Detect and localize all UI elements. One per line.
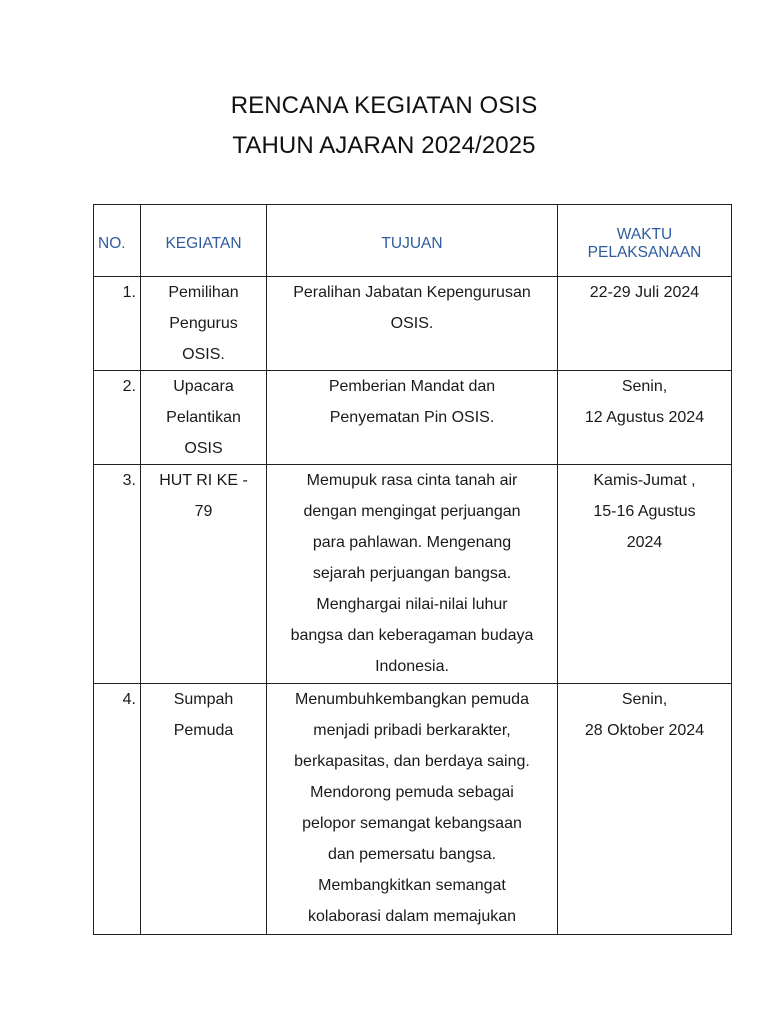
table-row <box>94 684 732 935</box>
row-kegiatan <box>141 465 267 684</box>
row-waktu-line: 12 Agustus 2024 <box>584 409 705 426</box>
table-body <box>94 277 732 935</box>
row-kegiatan-line: OSIS. <box>182 346 225 363</box>
row-waktu <box>558 371 732 465</box>
row-tujuan-line: Penyematan Pin OSIS. <box>329 409 495 426</box>
row-tujuan-line: sejarah perjuangan bangsa. <box>312 565 512 582</box>
header-kegiatan: KEGIATAN <box>141 205 267 277</box>
row-tujuan <box>267 684 558 935</box>
row-kegiatan-line: Pemilihan <box>168 284 239 301</box>
row-number: 3. <box>94 465 141 684</box>
row-kegiatan <box>141 684 267 935</box>
row-tujuan-line: Menghargai nilai-nilai luhur <box>316 596 508 613</box>
row-tujuan-line: Mendorong pemuda sebagai <box>310 784 514 801</box>
row-waktu <box>558 465 732 684</box>
row-kegiatan-line: Pemuda <box>173 722 234 739</box>
row-tujuan-line: Indonesia. <box>375 658 449 675</box>
row-tujuan-line: dengan mengingat perjuangan <box>303 503 521 520</box>
row-tujuan-line: berkapasitas, dan berdaya saing. <box>294 753 530 770</box>
row-tujuan-line: Peralihan Jabatan Kepengurusan <box>293 284 531 301</box>
header-waktu <box>558 205 732 277</box>
table-header-row <box>94 205 732 277</box>
row-tujuan <box>267 277 558 371</box>
header-waktu-line: PELAKSANAAN <box>587 243 702 261</box>
row-tujuan-line: Memupuk rasa cinta tanah air <box>306 472 518 489</box>
title-line-1: RENCANA KEGIATAN OSIS <box>230 92 538 119</box>
row-kegiatan <box>141 371 267 465</box>
row-tujuan-line: para pahlawan. Mengenang <box>312 534 512 551</box>
row-tujuan <box>267 465 558 684</box>
row-waktu-line: 2024 <box>626 534 663 551</box>
row-waktu-line: 28 Oktober 2024 <box>584 722 705 739</box>
table-row <box>94 371 732 465</box>
row-kegiatan-line: OSIS <box>184 440 223 457</box>
table-row <box>94 465 732 684</box>
row-tujuan-line: bangsa dan keberagaman budaya <box>290 627 534 644</box>
row-waktu-line: Senin, <box>621 378 668 395</box>
row-tujuan-line: kolaborasi dalam memajukan <box>307 908 517 925</box>
row-kegiatan-line: 79 <box>194 503 213 520</box>
row-waktu-line: Senin, <box>621 691 668 708</box>
row-number: 4. <box>94 684 141 935</box>
row-waktu-line: Kamis-Jumat , <box>593 472 696 489</box>
row-kegiatan-line: Sumpah <box>173 691 234 708</box>
header-tujuan: TUJUAN <box>267 205 558 277</box>
row-kegiatan-line: Pengurus <box>169 315 238 332</box>
row-tujuan-line: menjadi pribadi berkarakter, <box>313 722 511 739</box>
header-no: NO. <box>94 205 141 277</box>
row-kegiatan-line: Upacara <box>173 378 234 395</box>
row-tujuan <box>267 371 558 465</box>
row-number: 1. <box>94 277 141 371</box>
row-waktu <box>558 684 732 935</box>
row-tujuan-line: OSIS. <box>390 315 434 332</box>
row-kegiatan-line: HUT RI KE - <box>159 472 248 489</box>
row-tujuan-line: Pemberian Mandat dan <box>328 378 496 395</box>
row-waktu <box>558 277 732 371</box>
activity-plan-table <box>93 204 732 935</box>
row-tujuan-line: pelopor semangat kebangsaan <box>302 815 522 832</box>
title-line-2: TAHUN AJARAN 2024/2025 <box>232 132 536 159</box>
table-row <box>94 277 732 371</box>
row-waktu-line: 22-29 Juli 2024 <box>589 284 700 301</box>
row-kegiatan-line: Pelantikan <box>166 409 241 426</box>
header-waktu-line: WAKTU <box>616 225 673 243</box>
document-title <box>0 86 768 166</box>
row-kegiatan <box>141 277 267 371</box>
row-number: 2. <box>94 371 141 465</box>
row-tujuan-line: Membangkitkan semangat <box>318 877 506 894</box>
row-tujuan-line: Menumbuhkembangkan pemuda <box>295 691 529 708</box>
row-tujuan-line: dan pemersatu bangsa. <box>327 846 497 863</box>
row-waktu-line: 15-16 Agustus <box>593 503 696 520</box>
